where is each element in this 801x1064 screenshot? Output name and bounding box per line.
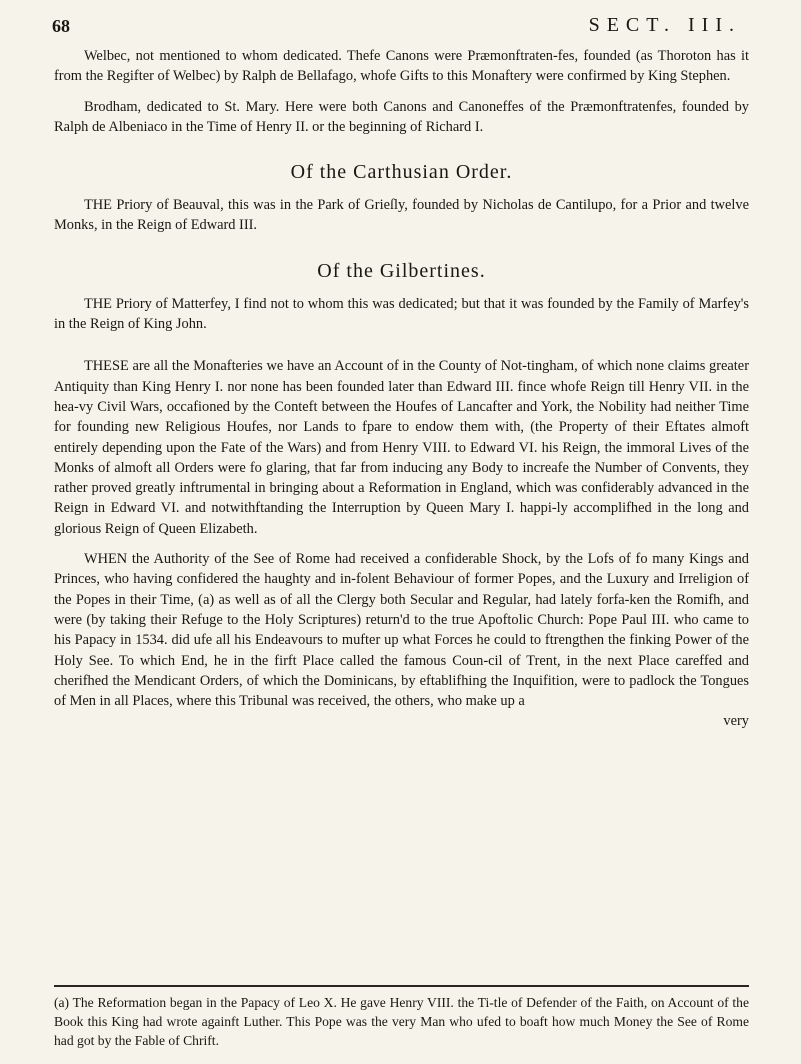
running-head: SECT. III. xyxy=(588,14,741,36)
footnote-a: (a) The Reformation began in the Papacy of Leo X. He gave Henry VIII. the Ti-tle of Defender of the Faith, on Account of the Book this King had wrote againft Luther. This Pope was the very Man who ufed to boaft how much Money the See of Rome had got by the Fable of Chrift. xyxy=(54,995,749,1048)
footnote-area xyxy=(54,985,749,1050)
heading-carthusian-order: Of the Carthusian Order. xyxy=(290,161,513,184)
catchword: very xyxy=(723,713,749,730)
footnote-rule xyxy=(54,985,749,987)
paragraph-brodham: Brodham, dedicated to St. Mary. Here were both Canons and Canoneffes of the Præmonftratenfes, founded by Ralph de Albeniaco in the Time of Henry II. or the beginning of Richard I. xyxy=(54,98,749,135)
paragraph-welbec: Welbec, not mentioned to whom dedicated. Thefe Canons were Præmonftraten-fes, founded (as Thoroton has it from the Regifter of Welbec) by Ralph de Bellafago, whofe Gifts to this Monaftery were confirmed by King Stephen. xyxy=(54,48,749,85)
paragraph-beauval: THE Priory of Beauval, this was in the Park of Grieſly, founded by Nicholas de Cantilupo, for a Prior and twelve Monks, in the Reign of Edward III. xyxy=(54,197,749,234)
paragraph-matterfey: THE Priory of Matterfey, I find not to whom this was dedicated; but that it was founded by the Family of Marfey's in the Reign of King John. xyxy=(54,295,749,333)
heading-gilbertines: Of the Gilbertines. xyxy=(317,259,486,282)
page-number: 68 xyxy=(52,16,70,36)
paragraph-authority-of-rome: WHEN the Authority of the See of Rome had received a confiderable Shock, by the Lofs of fo many Kings and Princes, who having confidered the haughty and in-folent Behaviour of former Popes, and the Luxury and Irreligion of the Popes in their Time, (a) as well as of all the Clergy both Secular and Regular, had lately forfa-ken the Romifh, and were (by taking their Refuge to the Holy Scriptures) return'd to the true Apoftolic Church: Pope Paul III. who came to his Papacy in 1534. did ufe all his Endeavours to mufter up what Forces he could to ftrengthen the finking Power of the Holy See. To which End, he in the firft Place called the famous Coun-cil of Trent, in the next Place careffed and cherifhed the Mendicant Orders, of which the Dominicans, by eftablifhing the Inquifition, were to padlock the Tongues of Men in all Places, where this Tribunal was received, the others, who make up a xyxy=(54,551,749,710)
page-header xyxy=(52,14,741,44)
main-text xyxy=(54,46,749,732)
paragraph-monasteries-summary: THESE are all the Monafteries we have an Account of in the County of Not-tingham, of which none claims greater Antiquity than King Henry I. nor none has been founded later than Edward III. fince whofe Reign till Henry VII. in the hea-vy Civil Wars, occafioned by the Conteft between the Houfes of Lancafter and York, the Nobility had neither Time for founding new Religious Houfes, nor Lands to fpare to endow them with, (the Property of their Eftates almoft entirely depending upon the Fate of the Wars) and from Henry VIII. to Edward VI. his Reign, the immoral Lives of the Monks of almoft all Orders were fo glaring, that far from inducing any Body to increafe the Number of Convents, they rather proved greatly inftrumental in bringing about a Reformation in England, which was confiderably advanced in the Reign in Edward VI. and notwithftanding the Interruption by Queen Mary I. happi-ly accomplifhed in the long and glorious Reign of Queen Elizabeth. xyxy=(54,358,749,537)
